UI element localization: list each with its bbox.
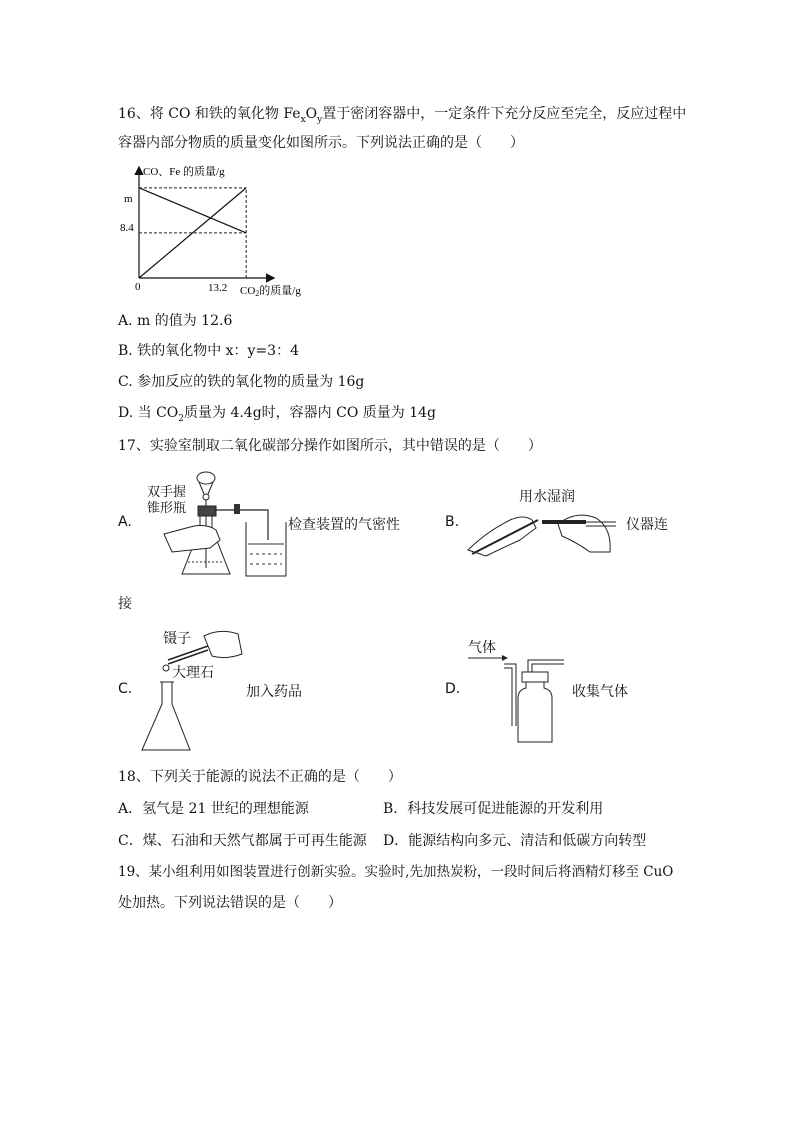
q17-d-caption: 收集气体 [572, 684, 628, 700]
x-axis-label: CO2的质量/g [240, 285, 301, 298]
q17-b-letter: B. [445, 514, 460, 530]
q16-option-c: C. 参加反应的铁的氧化物的质量为 16g [118, 374, 365, 390]
q17-b-caption-wrap: 接 [118, 596, 132, 612]
q17-a-label-hands: 双手握 锥形瓶 [147, 485, 187, 516]
q18-option-c: C．煤、石油和天然气都属于可再生能源 [118, 833, 367, 849]
q19-stem-line2: 处加热。下列说法错误的是（ ） [118, 895, 342, 911]
q16-stem-line2: 容器内部分物质的质量变化如图所示。下列说法正确的是（ ） [118, 135, 524, 151]
q17-c-label-tweezers: 镊子 [163, 631, 191, 647]
q16-option-b: B. 铁的氧化物中 x：y=3：4 [118, 343, 299, 359]
airtightness-apparatus-image [160, 470, 290, 582]
add-marble-image [138, 626, 248, 754]
q17-d-label-gas: 气体 [468, 640, 496, 656]
series-line-0 [139, 188, 246, 233]
y-tick-8-4: 8.4 [120, 222, 134, 234]
q18-option-b: B．科技发展可促进能源的开发利用 [383, 801, 604, 817]
q18-option-a: A．氢气是 21 世纪的理想能源 [118, 801, 309, 817]
q18-stem: 18、下列关于能源的说法不正确的是（ ） [118, 769, 402, 785]
q17-c-letter: C. [118, 681, 133, 697]
q17-c-caption: 加入药品 [246, 684, 302, 700]
q17-stem: 17、实验室制取二氧化碳部分操作如图所示，其中错误的是（ ） [118, 438, 542, 454]
q17-b-caption: 仪器连 [626, 517, 668, 533]
gas-collection-bottle-image [466, 650, 570, 746]
q19-stem-line1: 19、某小组利用如图装置进行创新实验。实验时,先加热炭粉，一段时间后将酒精灯移至 CuO [118, 864, 674, 880]
q18-option-d: D．能源结构向多元、清洁和低碳方向转型 [383, 833, 647, 849]
tube-connection-image [466, 506, 616, 558]
q17-a-caption: 检查装置的气密性 [288, 517, 400, 533]
q16-chart [118, 160, 318, 300]
q17-d-letter: D. [445, 681, 461, 697]
x-tick-13-2: 13.2 [208, 282, 228, 294]
q17-a-letter: A. [118, 514, 132, 530]
q17-c-label-marble: 大理石 [172, 665, 214, 681]
q17-b-top-label: 用水湿润 [519, 489, 575, 505]
x-tick-0: 0 [135, 281, 141, 293]
q16-option-d: D. 当 $CO_2$质量为 4.4g时，容器内 CO 质量为 14g [118, 405, 436, 424]
y-axis-label: CO、Fe 的质量/g [143, 166, 225, 178]
q16-option-a: A. m 的值为 12.6 [118, 313, 233, 329]
y-tick-m: m [124, 193, 133, 205]
q16-stem-line1: 16、将 CO 和铁的氧化物 $Fe_xO_y$置于密闭容器中，一定条件下充分反应至完全，反应过程中 [118, 106, 687, 125]
